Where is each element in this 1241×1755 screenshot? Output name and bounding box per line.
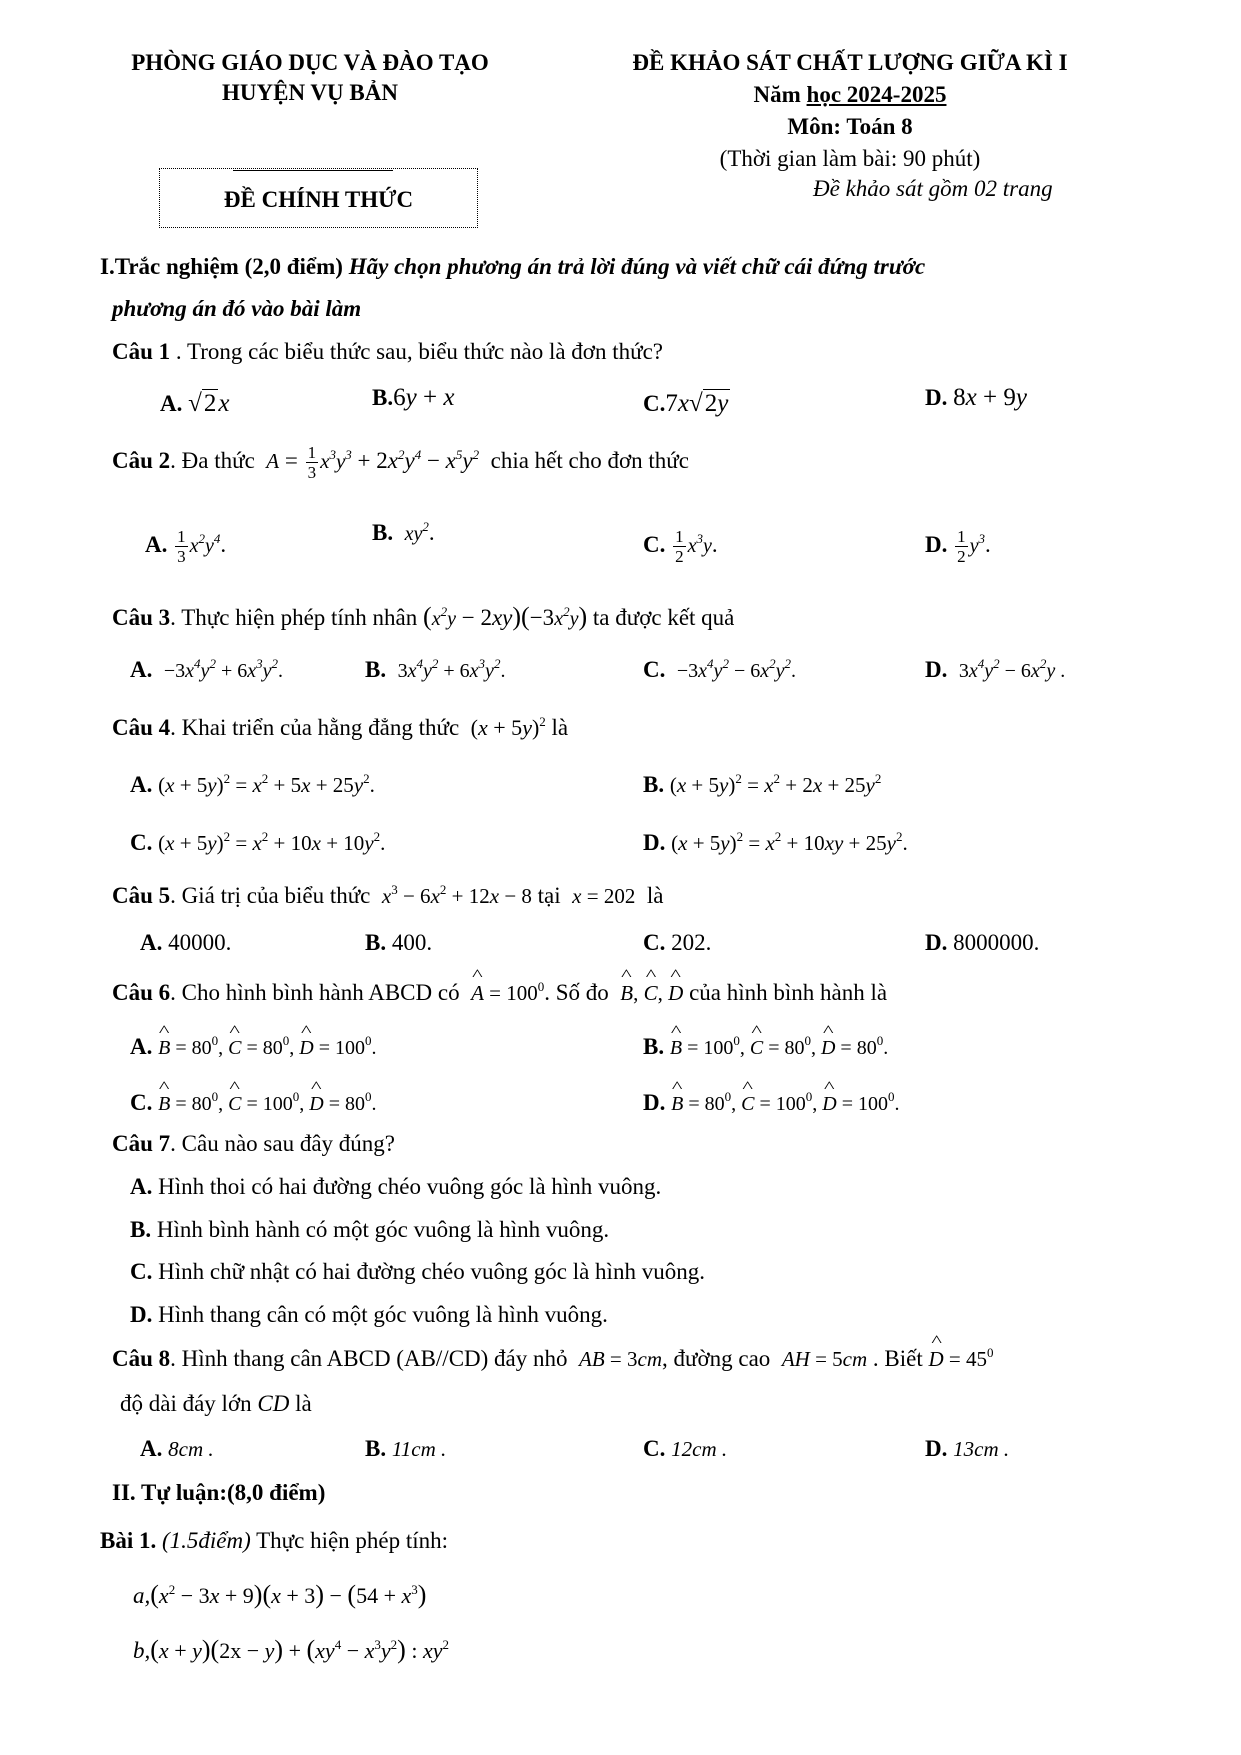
part2-heading: II. Tự luận:(8,0 điểm) — [112, 1480, 326, 1505]
q8-b-value: 11cm . — [391, 1437, 447, 1461]
bai1-a-label: a, — [133, 1583, 151, 1608]
q7-c-text: Hình chữ nhật có hai đường chéo vuông góc là hình vuông. — [152, 1259, 705, 1284]
q7-option-a — [130, 1174, 661, 1200]
school-year-text: Năm học 2024-2025 — [753, 82, 947, 107]
q8-a-value: 8cm . — [168, 1437, 214, 1461]
q3-text-pre: . Thực hiện phép tính nhân — [170, 605, 418, 630]
question-5: Câu 5. Giá trị của biểu thức $x^3 - 6x^2 + 12x - 8$ tại x = 202 là — [112, 882, 664, 908]
q7-text: . Câu nào sau đây đúng? — [170, 1131, 395, 1156]
q8-a-label: A. — [140, 1436, 163, 1461]
part1-instruction-1: Hãy chọn phương án trả lời đúng và viết chữ cái đứng trước — [342, 254, 926, 279]
bai1-label: Bài 1. — [100, 1528, 157, 1553]
q2-text-post: chia hết cho đơn thức — [490, 447, 689, 473]
q1-c-label: C. — [643, 391, 666, 416]
q8-text-mid1: , đường cao — [662, 1346, 771, 1371]
q7-d-text: Hình thang cân có một góc vuông là hình vuông. — [152, 1302, 608, 1327]
q6-option-d: D. ^ $B = 80^0$, ^ $C = 100^0$, ^ $D = 100^0$. — [643, 1090, 899, 1116]
exam-title: ĐỀ KHẢO SÁT CHẤT LƯỢNG GIỮA KÌ I — [632, 50, 1068, 75]
q5-option-d — [925, 930, 1039, 956]
q5-text-mid: tại — [537, 883, 561, 908]
bai1-points: (1.5điểm) — [156, 1528, 251, 1553]
q4-text-post: là — [551, 715, 569, 740]
q4-option-d: D. $(x + 5y)^2 = x^2 + 10xy + 25y^2$. — [643, 829, 908, 855]
q6-d-label: D. — [643, 1090, 666, 1115]
q1-option-b: B.6y + x — [372, 384, 455, 411]
q1-option-c: C.7x√2y — [643, 390, 729, 417]
question-2: Câu 2. Đa thức A = $\frac{1}{3}$ $x^3y^3 + 2x^2y^4 - x^5y^2$ chia hết cho đơn thức — [112, 443, 689, 482]
q5-a-label: A. — [140, 930, 163, 955]
q5-option-a — [140, 930, 231, 956]
part1-instruction-2: phương án đó vào bài làm — [112, 296, 362, 321]
q3-d-label: D. — [925, 657, 948, 682]
q1-text: . Trong các biểu thức sau, biểu thức nào là đơn thức? — [170, 339, 663, 364]
q4-option-c: C. $(x + 5y)^2 = x^2 + 10x + 10y^2$. — [130, 829, 386, 855]
q8-line2-cd: CD — [257, 1391, 290, 1416]
q4-a-label: A. — [130, 772, 153, 797]
q4-c-label: C. — [130, 830, 153, 855]
q5-c-value: 202. — [671, 930, 712, 955]
q7-c-label: C. — [130, 1259, 153, 1284]
q4-text-pre: . Khai triển của hằng đẳng thức — [170, 715, 460, 740]
q2-option-b: B. $xy^2$. — [372, 519, 435, 545]
question-3: Câu 3. Thực hiện phép tính nhân $(x^2y - 2xy)(-3x^2y)$ ta được kết quả — [112, 602, 735, 631]
q2-option-a: A. $\frac{1}{3}$ $x^2y^4$. — [145, 527, 227, 566]
bai1-b-label: b, — [133, 1638, 151, 1663]
department-name: PHÒNG GIÁO DỤC VÀ ĐÀO TẠO — [131, 50, 489, 75]
q6-label: Câu 6 — [112, 980, 171, 1005]
q6-text-pre: . Cho hình bình hành ABCD có — [170, 980, 460, 1005]
q1-option-d: D. 8x + 9y — [925, 384, 1027, 411]
q6-a-label: A. — [130, 1034, 153, 1059]
q3-option-c: C. $-3x^4y^2 - 6x^2y^2$. — [643, 656, 796, 682]
q6-option-a: A. ^ $B = 80^0$, ^ $C = 80^0$, ^ $D = 100^0$. — [130, 1034, 376, 1060]
q2-a-label: A. — [145, 531, 168, 557]
q7-a-label: A. — [130, 1174, 153, 1199]
q3-b-label: B. — [365, 657, 387, 682]
q3-option-a: A. $-3x^4y^2 + 6x^3y^2$. — [130, 656, 283, 682]
part1-title: I.Trắc nghiệm (2,0 điểm) — [100, 254, 343, 279]
official-label: ĐỀ CHÍNH THỨC — [223, 187, 414, 212]
q5-label: Câu 5 — [112, 883, 171, 908]
q8-option-b — [365, 1436, 446, 1462]
q8-c-value: 12cm . — [671, 1437, 728, 1461]
q8-line2 — [120, 1391, 312, 1417]
bai1-heading — [100, 1528, 448, 1554]
q5-option-b — [365, 930, 432, 956]
q4-label: Câu 4 — [112, 715, 171, 740]
q8-text-pre: . Hình thang cân ABCD (AB//CD) đáy nhỏ — [170, 1346, 568, 1371]
q7-option-d — [130, 1302, 608, 1328]
question-7 — [112, 1131, 395, 1157]
q4-d-label: D. — [643, 830, 666, 855]
bai1-text: Thực hiện phép tính: — [250, 1528, 449, 1553]
q1-b-label: B. — [372, 385, 394, 410]
pages-note: Đề khảo sát gồm 02 trang — [813, 176, 1053, 201]
q3-c-label: C. — [643, 657, 666, 682]
q8-option-a — [140, 1436, 214, 1462]
q8-line2-text: độ dài đáy lớn — [120, 1391, 252, 1416]
question-1 — [112, 339, 663, 365]
question-4: Câu 4. Khai triển của hằng đẳng thức $(x + 5y)^2$ là — [112, 714, 569, 740]
q7-label: Câu 7 — [112, 1131, 171, 1156]
q3-label: Câu 3 — [112, 605, 171, 630]
q6-option-c: C. ^ $B = 80^0$, ^ $C = 100^0$, ^ $D = 80^0$. — [130, 1090, 376, 1116]
q2-option-c: C. $\frac{1}{2}$ $x^3y$. — [643, 527, 718, 566]
q8-c-label: C. — [643, 1436, 666, 1461]
q2-d-label: D. — [925, 531, 948, 557]
q2-b-label: B. — [372, 520, 394, 545]
q3-text-post: ta được kết quả — [592, 605, 735, 630]
q3-option-b: B. $3x^4y^2 + 6x^3y^2$. — [365, 656, 506, 682]
q4-option-a: A. $(x + 5y)^2 = x^2 + 5x + 25y^2$. — [130, 771, 375, 797]
q1-option-a: A. √2x — [160, 390, 230, 417]
q5-b-value: 400. — [391, 930, 433, 955]
q6-text-mid: . Số đo — [544, 980, 609, 1005]
q7-option-c — [130, 1259, 705, 1285]
bai1-part-a: $a,(x^2 - 3x + 9)(x + 3) - (54 + x^3)$ — [133, 1580, 427, 1609]
q8-d-label: D. — [925, 1436, 948, 1461]
q5-option-c — [643, 930, 711, 956]
q8-option-c — [643, 1436, 727, 1462]
bai1-part-b: $b,(x + y)(2x - y) + (xy^4 - x^3y^2)$ : $xy^2$ — [133, 1635, 449, 1664]
q7-b-text: Hình bình hành có một góc vuông là hình vuông. — [151, 1217, 610, 1242]
q1-a-label: A. — [160, 391, 183, 416]
q3-option-d: D. $3x^4y^2 - 6x^2y$ . — [925, 656, 1066, 682]
q5-d-value: 8000000. — [953, 930, 1040, 955]
q7-b-label: B. — [130, 1217, 152, 1242]
school-year — [560, 82, 1140, 108]
q6-option-b: B. ^ $B = 100^0$, ^ $C = 80^0$, ^ $D = 80^0$. — [643, 1034, 888, 1060]
q5-b-label: B. — [365, 930, 387, 955]
q7-option-b — [130, 1217, 609, 1243]
q2-option-d: D. $\frac{1}{2}$ $y^3$. — [925, 527, 991, 566]
q6-text-post: của hình bình hành là — [689, 980, 888, 1005]
q5-a-value: 40000. — [168, 930, 232, 955]
q8-option-d — [925, 1436, 1009, 1462]
q3-a-label: A. — [130, 657, 153, 682]
q4-b-label: B. — [643, 772, 665, 797]
q6-c-label: C. — [130, 1090, 153, 1115]
q2-text-pre: . Đa thức — [170, 447, 255, 473]
q5-d-label: D. — [925, 930, 948, 955]
q5-text-pre: . Giá trị của biểu thức — [170, 883, 371, 908]
q8-b-label: B. — [365, 1436, 387, 1461]
subject: Môn: Toán 8 — [787, 114, 913, 139]
q6-b-label: B. — [643, 1034, 665, 1059]
q5-c-label: C. — [643, 930, 666, 955]
q1-label: Câu 1 — [112, 339, 171, 364]
q8-line2-end: là — [295, 1391, 312, 1416]
q7-a-text: Hình thoi có hai đường chéo vuông góc là hình vuông. — [152, 1174, 662, 1199]
duration: (Thời gian làm bài: 90 phút) — [719, 146, 981, 171]
question-6: Câu 6. Cho hình bình hành ABCD có ^ $A = 100^0$. Số đo ^ B, ^ C, ^ D của hình bình hành là — [112, 980, 887, 1006]
q4-option-b: B. $(x + 5y)^2 = x^2 + 2x + 25y^2$ — [643, 771, 882, 797]
q5-text-post: là — [646, 883, 664, 908]
q8-d-value: 13cm . — [953, 1437, 1010, 1461]
q2-label: Câu 2 — [112, 447, 171, 473]
question-8: Câu 8. Hình thang cân ABCD (AB//CD) đáy nhỏ AB = 3cm, đường cao AH = 5cm . Biết ^ $D = 45^0$ — [112, 1346, 994, 1372]
q7-d-label: D. — [130, 1302, 153, 1327]
official-exam-box — [159, 168, 478, 228]
district-name: HUYỆN VỤ BẢN — [222, 80, 398, 105]
q1-d-label: D. — [925, 385, 948, 410]
part1-heading — [100, 254, 925, 280]
q8-label: Câu 8 — [112, 1346, 171, 1371]
q8-text-mid2: . Biết — [872, 1346, 923, 1371]
q2-c-label: C. — [643, 531, 666, 557]
